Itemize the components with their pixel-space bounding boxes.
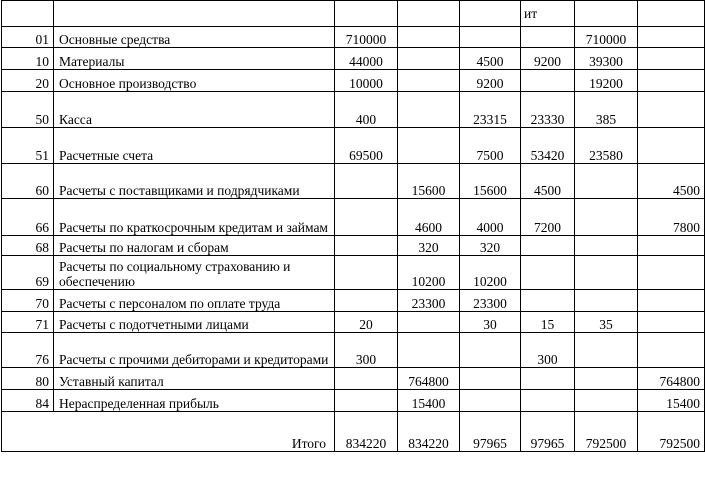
amount-c5 <box>575 164 638 199</box>
header-cell <box>2 1 54 27</box>
header-cell <box>638 1 705 27</box>
amount-c4 <box>521 368 575 390</box>
account-code: 20 <box>2 70 54 92</box>
amount-c3 <box>460 390 521 412</box>
amount-c1 <box>335 390 398 412</box>
account-name: Материалы <box>54 48 335 70</box>
amount-c1: 20 <box>335 312 398 333</box>
amount-c2: 320 <box>398 236 460 256</box>
amount-c3: 9200 <box>460 70 521 92</box>
amount-c2 <box>398 312 460 333</box>
account-code: 01 <box>2 27 54 48</box>
amount-c4: 15 <box>521 312 575 333</box>
account-code: 68 <box>2 236 54 256</box>
amount-c6 <box>638 312 705 333</box>
account-code: 71 <box>2 312 54 333</box>
amount-c3: 7500 <box>460 128 521 164</box>
account-code: 80 <box>2 368 54 390</box>
account-name: Расчеты с поставщиками и подрядчиками <box>54 164 335 199</box>
amount-c3: 4500 <box>460 48 521 70</box>
total-c1: 834220 <box>335 412 398 452</box>
amount-c5: 35 <box>575 312 638 333</box>
amount-c2 <box>398 27 460 48</box>
amount-c4: 9200 <box>521 48 575 70</box>
amount-c2 <box>398 70 460 92</box>
table-row <box>2 128 705 164</box>
amount-c4: 4500 <box>521 164 575 199</box>
amount-c6 <box>638 236 705 256</box>
amount-c1: 300 <box>335 333 398 368</box>
amount-c2: 15600 <box>398 164 460 199</box>
account-name: Касса <box>54 92 335 128</box>
amount-c2: 15400 <box>398 390 460 412</box>
amount-c2 <box>398 48 460 70</box>
amount-c5 <box>575 236 638 256</box>
amount-c3: 4000 <box>460 199 521 236</box>
amount-c6: 15400 <box>638 390 705 412</box>
amount-c4 <box>521 236 575 256</box>
table-row <box>2 333 705 368</box>
amount-c1 <box>335 236 398 256</box>
amount-c4 <box>521 290 575 312</box>
account-name: Уставный капитал <box>54 368 335 390</box>
amount-c5 <box>575 199 638 236</box>
account-code: 69 <box>2 256 54 290</box>
amount-c6 <box>638 256 705 290</box>
total-label: Итого <box>2 412 335 452</box>
amount-c3: 320 <box>460 236 521 256</box>
header-cell <box>54 1 335 27</box>
amount-c6: 764800 <box>638 368 705 390</box>
amount-c2 <box>398 128 460 164</box>
total-c4: 97965 <box>521 412 575 452</box>
amount-c3: 23300 <box>460 290 521 312</box>
amount-c6 <box>638 128 705 164</box>
amount-c3: 30 <box>460 312 521 333</box>
amount-c5: 710000 <box>575 27 638 48</box>
amount-c1 <box>335 164 398 199</box>
table-row <box>2 236 705 256</box>
amount-c5 <box>575 256 638 290</box>
account-code: 84 <box>2 390 54 412</box>
amount-c3 <box>460 368 521 390</box>
amount-c5 <box>575 290 638 312</box>
account-name: Расчеты по социальному страхованию и обеспечению <box>54 256 335 290</box>
total-row <box>2 412 705 452</box>
account-name: Расчеты с подотчетными лицами <box>54 312 335 333</box>
header-cell <box>575 1 638 27</box>
amount-c3 <box>460 333 521 368</box>
amount-c5 <box>575 368 638 390</box>
account-code: 66 <box>2 199 54 236</box>
account-name: Расчеты с прочими дебиторами и кредиторами <box>54 333 335 368</box>
account-name: Расчеты по краткосрочным кредитам и займам <box>54 199 335 236</box>
amount-c5 <box>575 333 638 368</box>
table-row <box>2 312 705 333</box>
amount-c1 <box>335 368 398 390</box>
table-row <box>2 70 705 92</box>
account-name: Основное производство <box>54 70 335 92</box>
account-name: Нераспределенная прибыль <box>54 390 335 412</box>
amount-c6 <box>638 290 705 312</box>
amount-c2: 23300 <box>398 290 460 312</box>
amount-c6: 7800 <box>638 199 705 236</box>
amount-c6 <box>638 333 705 368</box>
header-row <box>2 1 705 27</box>
table-row <box>2 164 705 199</box>
amount-c1 <box>335 256 398 290</box>
amount-c4 <box>521 27 575 48</box>
amount-c5: 23580 <box>575 128 638 164</box>
header-cell <box>398 1 460 27</box>
amount-c6 <box>638 48 705 70</box>
amount-c4 <box>521 70 575 92</box>
total-c3: 97965 <box>460 412 521 452</box>
table-row <box>2 199 705 236</box>
amount-c3: 10200 <box>460 256 521 290</box>
account-name: Основные средства <box>54 27 335 48</box>
table-row <box>2 256 705 290</box>
account-code: 70 <box>2 290 54 312</box>
table-row <box>2 390 705 412</box>
account-name: Расчетные счета <box>54 128 335 164</box>
amount-c1: 10000 <box>335 70 398 92</box>
amount-c1: 69500 <box>335 128 398 164</box>
amount-c3: 23315 <box>460 92 521 128</box>
amount-c4 <box>521 390 575 412</box>
amount-c1 <box>335 290 398 312</box>
amount-c4: 7200 <box>521 199 575 236</box>
amount-c4: 300 <box>521 333 575 368</box>
header-cell <box>335 1 398 27</box>
account-code: 50 <box>2 92 54 128</box>
table-row <box>2 48 705 70</box>
amount-c1: 400 <box>335 92 398 128</box>
amount-c1: 710000 <box>335 27 398 48</box>
amount-c2: 4600 <box>398 199 460 236</box>
amount-c2: 10200 <box>398 256 460 290</box>
account-name: Расчеты с персоналом по оплате труда <box>54 290 335 312</box>
amount-c2: 764800 <box>398 368 460 390</box>
total-c2: 834220 <box>398 412 460 452</box>
amount-c4: 53420 <box>521 128 575 164</box>
amount-c6 <box>638 70 705 92</box>
table-row <box>2 92 705 128</box>
turnover-balance-table <box>1 0 705 452</box>
amount-c5: 385 <box>575 92 638 128</box>
account-code: 76 <box>2 333 54 368</box>
amount-c5: 19200 <box>575 70 638 92</box>
table-row <box>2 27 705 48</box>
amount-c3 <box>460 27 521 48</box>
amount-c5 <box>575 390 638 412</box>
account-name: Расчеты по налогам и сборам <box>54 236 335 256</box>
amount-c1: 44000 <box>335 48 398 70</box>
table-row <box>2 290 705 312</box>
amount-c1 <box>335 199 398 236</box>
account-code: 10 <box>2 48 54 70</box>
amount-c6 <box>638 92 705 128</box>
amount-c2 <box>398 333 460 368</box>
amount-c5: 39300 <box>575 48 638 70</box>
total-c5: 792500 <box>575 412 638 452</box>
amount-c6 <box>638 27 705 48</box>
amount-c4: 23330 <box>521 92 575 128</box>
amount-c4 <box>521 256 575 290</box>
account-code: 51 <box>2 128 54 164</box>
account-code: 60 <box>2 164 54 199</box>
amount-c6: 4500 <box>638 164 705 199</box>
amount-c2 <box>398 92 460 128</box>
amount-c3: 15600 <box>460 164 521 199</box>
table-row <box>2 368 705 390</box>
total-c6: 792500 <box>638 412 705 452</box>
header-cell: ит <box>521 1 575 27</box>
header-cell <box>460 1 521 27</box>
